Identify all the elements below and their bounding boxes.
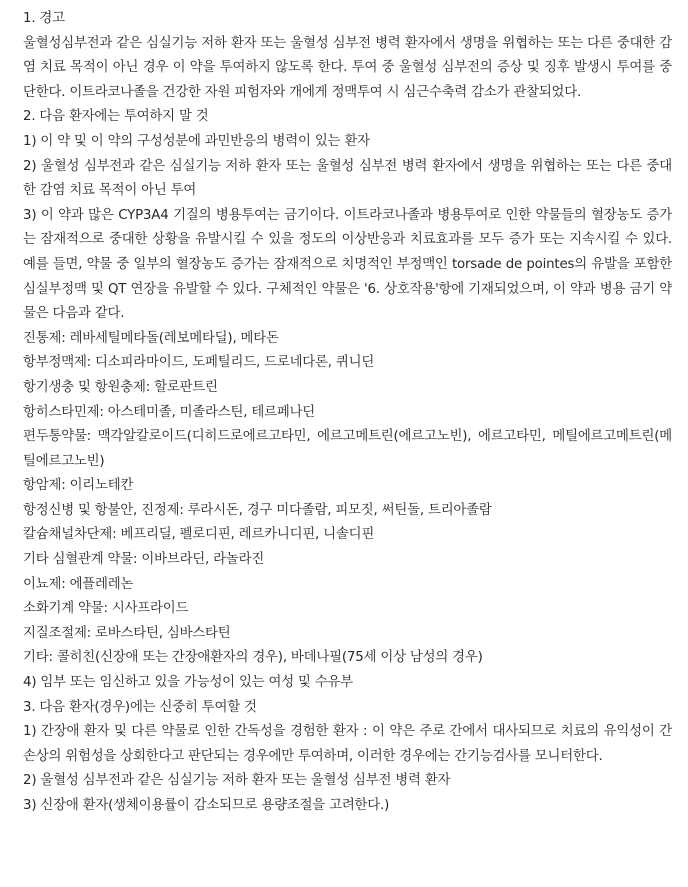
contraindication-item: 3) 이 약과 많은 CYP3A4 기질의 병용투여는 금기이다. 이트라코나졸과 병용투여로 인한 약물들의 혈장농도 증가는 잠재적으로 중대한 상황을 유발시킬 수 있을 정도의 이상반응과 치료효과를 모두 증가 또는 지속시킬 수 있다. 예를 들면, 약물 중 일부의 혈장농도 증가는 잠재적으로 치명적인 부정맥인 torsade de pointes의 유발을 포함한 심실부정맥 및 QT 연장을 유발할 수 있다. 구체적인 약물은 '6. 상호작용'항에 기재되었으며, 이 약과 병용 금기 약물은 다음과 같다. [23, 207, 672, 322]
contraindication-item: 1) 이 약 및 이 약의 구성성분에 과민반응의 병력이 있는 환자 [23, 133, 370, 149]
drug-class-line: 소화기계 약물: 시사프라이드 [23, 601, 189, 617]
drug-class-line: 칼슘채널차단제: 베프리딜, 펠로디핀, 레르카니디핀, 니솔디핀 [23, 527, 375, 543]
drug-class-line: 이뇨제: 에플레레논 [23, 576, 134, 592]
drug-class-line: 항히스타민제: 아스테미졸, 미졸라스틴, 테르페나딘 [23, 404, 316, 420]
section-heading-warning: 1. 경고 [23, 11, 65, 26]
drug-class-line: 기타 심혈관계 약물: 이바브라딘, 라놀라진 [23, 552, 265, 568]
drug-class-line: 항기생충 및 항원충제: 할로판트린 [23, 379, 218, 395]
drug-class-line: 편두통약물: 맥각알칼로이드(디히드로에르고타민, 에르고메트린(에르고노빈), 에르고타민, 메틸에르고메트린(메틸에르고노빈) [23, 429, 672, 469]
drug-class-line: 진통제: 레바세틸메타돌(레보메타딜), 메타돈 [23, 330, 279, 346]
drug-class-line: 기타: 콜히친(신장애 또는 간장애환자의 경우), 바데나필(75세 이상 남성의 경우) [23, 650, 483, 666]
warning-paragraph: 울혈성심부전과 같은 심실기능 저하 환자 또는 울혈성 심부전 병력 환자에서 생명을 위협하는 또는 다른 중대한 감염 치료 목적이 아닌 경우 이 약을 투여하지 않도록 한다. 투여 중 울혈성 심부전의 증상 및 징후 발생시 투여를 중단한다. 이트라코나졸을 건강한 자원 피험자와 개에게 정맥투여 시 심근수축력 감소가 관찰되었다. [23, 35, 672, 100]
caution-item: 2) 울혈성 심부전과 같은 심실기능 저하 환자 또는 울혈성 심부전 병력 환자 [23, 773, 451, 789]
section-heading-caution: 3. 다음 환자(경우)에는 신중히 투여할 것 [23, 699, 257, 715]
drug-class-line: 항암제: 이리노테칸 [23, 478, 134, 494]
drug-class-line: 항부정맥제: 디소피라마이드, 도페틸리드, 드로네다론, 퀴니딘 [23, 355, 375, 371]
drug-class-line: 항정신병 및 항불안, 진정제: 루라시돈, 경구 미다졸람, 피모짓, 써틴돌, 트리아졸람 [23, 502, 492, 518]
contraindication-item: 2) 울혈성 심부전과 같은 심실기능 저하 환자 또는 울혈성 심부전 병력 환자에서 생명을 위협하는 또는 다른 중대한 감염 치료 목적이 아닌 투여 [23, 158, 672, 199]
section-heading-contraindications: 2. 다음 환자에는 투여하지 말 것 [23, 109, 209, 125]
caution-item: 3) 신장애 환자(생체이용률이 감소되므로 용량조절을 고려한다.) [23, 798, 390, 813]
contraindication-item: 4) 임부 또는 임신하고 있을 가능성이 있는 여성 및 수유부 [23, 675, 354, 691]
caution-item: 1) 간장애 환자 및 다른 약물로 인한 간독성을 경험한 환자 : 이 약은 주로 간에서 대사되므로 치료의 유익성이 간손상의 위험성을 상회한다고 판단되는 경우에만 투여하며, 이러한 경우에는 간기능검사를 모니터한다. [23, 724, 672, 764]
drug-class-line: 지질조절제: 로바스타틴, 심바스타틴 [23, 625, 231, 641]
